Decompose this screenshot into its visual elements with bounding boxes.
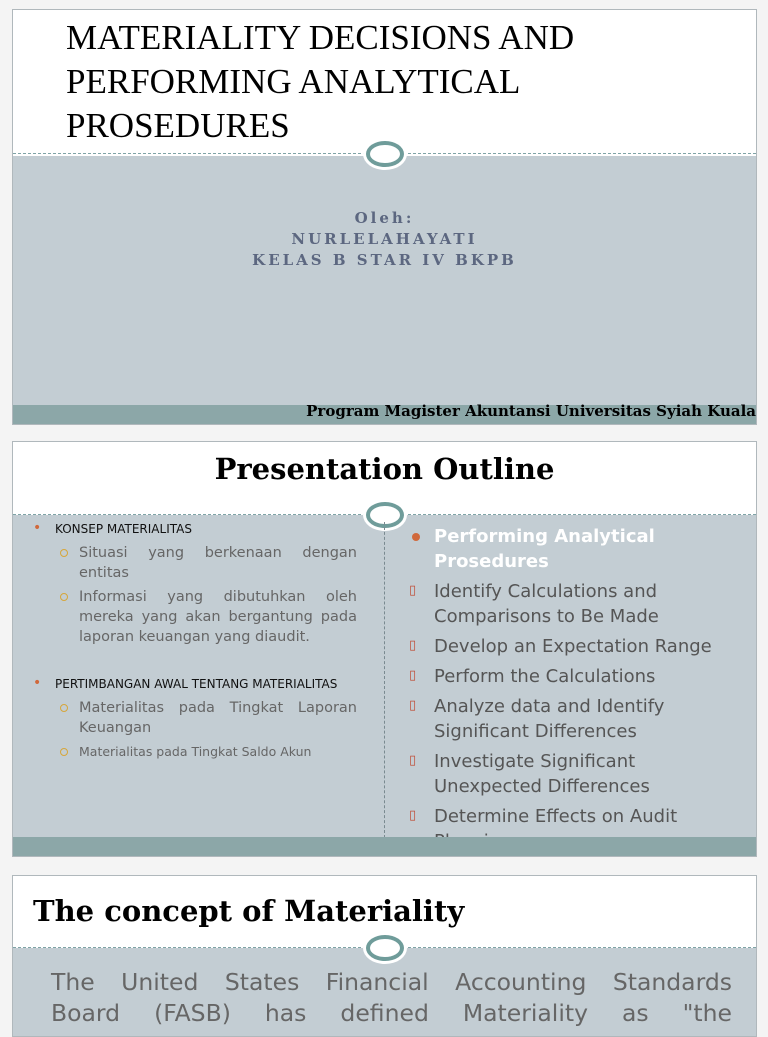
- outline-main-item: Performing Analytical Prosedures: [409, 524, 739, 574]
- outline-slide: [12, 441, 757, 857]
- slide-title: The concept of Materiality: [33, 894, 465, 928]
- outline-subitem: Materialitas pada Tingkat Laporan Keuangan: [31, 698, 357, 738]
- left-column: [31, 522, 357, 762]
- outline-subitem: Situasi yang berkenaan dengan entitas: [31, 543, 357, 583]
- outline-step: ▯ Develop an Expectation Range: [409, 634, 739, 659]
- outline-step: ▯ Identify Calculations and Comparisons to Be Made: [409, 579, 739, 629]
- class-name: KELAS B STAR IV BKPB: [252, 251, 517, 269]
- slide-body: The United States Financial Accounting Standards Board (FASB) has defined Materiality as "the: [51, 968, 732, 1027]
- author-block: [13, 208, 756, 271]
- column-divider: [384, 522, 385, 838]
- concept-slide: [12, 875, 757, 1037]
- outline-step: ▯ Perform the Calculations: [409, 664, 739, 689]
- ring-ornament: [366, 141, 404, 167]
- outline-step: ▯ Analyze data and Identify Significant Differences: [409, 694, 739, 744]
- outline-step: ▯ Investigate Significant Unexpected Differences: [409, 749, 739, 799]
- outline-heading: • PERTIMBANGAN AWAL TENTANG MATERIALITAS: [31, 677, 357, 692]
- by-label: Oleh:: [354, 209, 415, 227]
- author-name: NURLELAHAYATI: [291, 230, 478, 248]
- title-slide: [12, 9, 757, 425]
- ring-ornament: [366, 935, 404, 961]
- footer-band: [13, 837, 756, 856]
- outline-subitem: Materialitas pada Tingkat Saldo Akun: [31, 742, 357, 762]
- slide-title: MATERIALITY DECISIONS AND PERFORMING ANALYTICAL PROSEDURES: [66, 18, 575, 145]
- outline-step: ▯ Determine Effects on Audit: [409, 804, 739, 854]
- ring-ornament: [366, 502, 404, 528]
- outline-heading: • KONSEP MATERIALITAS: [31, 522, 357, 537]
- footer-text: Program Magister Akuntansi Universitas Syiah Kuala: [306, 402, 756, 420]
- slide-title: Presentation Outline: [214, 452, 555, 486]
- right-column: [409, 524, 739, 854]
- title-area: [13, 10, 756, 156]
- outline-subitem: Informasi yang dibutuhkan oleh mereka yang akan bergantung pada laporan keuangan yang diaudit.: [31, 587, 357, 647]
